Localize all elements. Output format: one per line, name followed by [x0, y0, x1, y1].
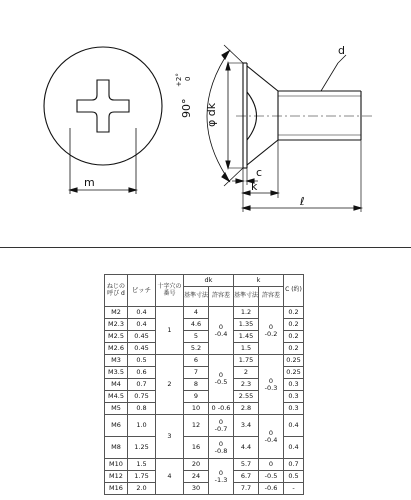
header-nominal: ねじの呼び d [105, 275, 128, 307]
cell-dk-tol: 0 -0.8 [209, 437, 234, 459]
cell-dk-tol: 0 -0.6 [209, 403, 234, 415]
cell-dk: 30 [184, 483, 209, 495]
cell-k: 6.7 [234, 471, 259, 483]
cell-c: 0.5 [284, 471, 304, 483]
header-dk-tol: 許容差 [209, 287, 234, 307]
cell-k: 1.75 [234, 355, 259, 367]
cell-d: M12 [105, 471, 128, 483]
cell-d: M16 [105, 483, 128, 495]
screw-drawing [0, 0, 411, 245]
cell-dk: 20 [184, 459, 209, 471]
cell-c: 0.3 [284, 391, 304, 403]
k-label: k [251, 180, 258, 193]
cell-c: 0.3 [284, 403, 304, 415]
cell-k-tol: -0.6 [259, 483, 284, 495]
cell-d: M6 [105, 415, 128, 437]
cell-k-tol: 0 -0.3 [259, 355, 284, 415]
table-row [105, 307, 304, 319]
cell-k: 1.35 [234, 319, 259, 331]
cell-c: 0.2 [284, 343, 304, 355]
cell-dk: 4.6 [184, 319, 209, 331]
m-label: m [84, 176, 95, 189]
cell-c: 0.4 [284, 437, 304, 459]
cell-dk: 10 [184, 403, 209, 415]
cell-dk: 8 [184, 379, 209, 391]
cell-k: 2.8 [234, 403, 259, 415]
cell-c: 0.2 [284, 331, 304, 343]
cell-pitch: 0.45 [128, 343, 156, 355]
cell-d: M8 [105, 437, 128, 459]
d-label: d [338, 44, 345, 57]
header-k: k [234, 275, 284, 287]
cell-pitch: 2.0 [128, 483, 156, 495]
head-top-view [44, 47, 162, 194]
cell-d: M4 [105, 379, 128, 391]
cell-k: 3.4 [234, 415, 259, 437]
cell-k: 5.7 [234, 459, 259, 471]
cell-cross: 4 [156, 459, 184, 495]
cell-d: M2.6 [105, 343, 128, 355]
header-k-basic: 基準寸法 [234, 287, 259, 307]
cell-pitch: 1.75 [128, 471, 156, 483]
cell-cross: 1 [156, 307, 184, 355]
header-k-tol: 許容差 [259, 287, 284, 307]
cell-dk-tol: 0 -0.7 [209, 415, 234, 437]
header-dk-basic: 基準寸法 [184, 287, 209, 307]
cell-dk: 4 [184, 307, 209, 319]
cell-k: 1.5 [234, 343, 259, 355]
cell-pitch: 0.8 [128, 403, 156, 415]
c-label: c [256, 166, 263, 179]
cell-d: M10 [105, 459, 128, 471]
cell-k: 2.3 [234, 379, 259, 391]
cell-pitch: 0.6 [128, 367, 156, 379]
cell-dk: 16 [184, 437, 209, 459]
dk-label: φ dk [205, 102, 218, 127]
cell-c: 0.2 [284, 319, 304, 331]
cell-d: M4.5 [105, 391, 128, 403]
angle-tol-plus: +2° [175, 73, 183, 87]
cell-d: M2.5 [105, 331, 128, 343]
cell-cross: 3 [156, 415, 184, 459]
cell-c: - [284, 483, 304, 495]
cell-k-tol: 0 [259, 459, 284, 471]
cell-c: 0.7 [284, 459, 304, 471]
cell-dk: 5.2 [184, 343, 209, 355]
cell-d: M2.3 [105, 319, 128, 331]
cell-d: M5 [105, 403, 128, 415]
cell-pitch: 0.45 [128, 331, 156, 343]
cell-k-tol: -0.5 [259, 471, 284, 483]
cell-dk: 7 [184, 367, 209, 379]
table-row [105, 415, 304, 437]
cell-k: 2.55 [234, 391, 259, 403]
divider [0, 247, 411, 248]
screw-side-view [207, 45, 372, 212]
cell-dk: 12 [184, 415, 209, 437]
cell-c: 0.2 [284, 307, 304, 319]
cell-k: 4.4 [234, 437, 259, 459]
cell-cross: 2 [156, 355, 184, 415]
cell-k: 2 [234, 367, 259, 379]
cell-pitch: 1.25 [128, 437, 156, 459]
angle-tol-zero: 0 [184, 76, 192, 81]
length-label: ℓ [300, 195, 305, 208]
cell-k-tol: 0 -0.2 [259, 307, 284, 355]
table-row [105, 459, 304, 471]
cell-dk: 9 [184, 391, 209, 403]
cell-pitch: 1.5 [128, 459, 156, 471]
header-dk: dk [184, 275, 234, 287]
cell-d: M3 [105, 355, 128, 367]
cell-dk: 5 [184, 331, 209, 343]
cell-pitch: 0.4 [128, 319, 156, 331]
cell-c: 0.3 [284, 379, 304, 391]
cell-c: 0.25 [284, 355, 304, 367]
header-cross-no: 十字穴の番号 [156, 275, 184, 307]
cell-pitch: 0.5 [128, 355, 156, 367]
cell-dk: 6 [184, 355, 209, 367]
cell-dk-tol: 0 -0.4 [209, 307, 234, 355]
cell-k: 7.7 [234, 483, 259, 495]
header-c: C (約) [284, 275, 304, 307]
header-pitch: ピッチ [128, 275, 156, 307]
cell-c: 0.25 [284, 367, 304, 379]
cell-d: M3.5 [105, 367, 128, 379]
cell-dk: 24 [184, 471, 209, 483]
cell-c: 0.4 [284, 415, 304, 437]
table-row [105, 355, 304, 367]
angle-label: 90° [180, 98, 193, 118]
cell-k-tol: 0 -0.4 [259, 415, 284, 459]
cell-dk-tol: 0 -1.3 [209, 459, 234, 495]
cell-pitch: 0.7 [128, 379, 156, 391]
dimension-table [104, 274, 304, 495]
cell-k: 1.2 [234, 307, 259, 319]
cell-dk-tol: 0 -0.5 [209, 355, 234, 403]
cell-pitch: 1.0 [128, 415, 156, 437]
table-row [105, 471, 304, 483]
cell-pitch: 0.4 [128, 307, 156, 319]
table-row [105, 483, 304, 495]
cell-d: M2 [105, 307, 128, 319]
cell-pitch: 0.75 [128, 391, 156, 403]
cell-k: 1.45 [234, 331, 259, 343]
